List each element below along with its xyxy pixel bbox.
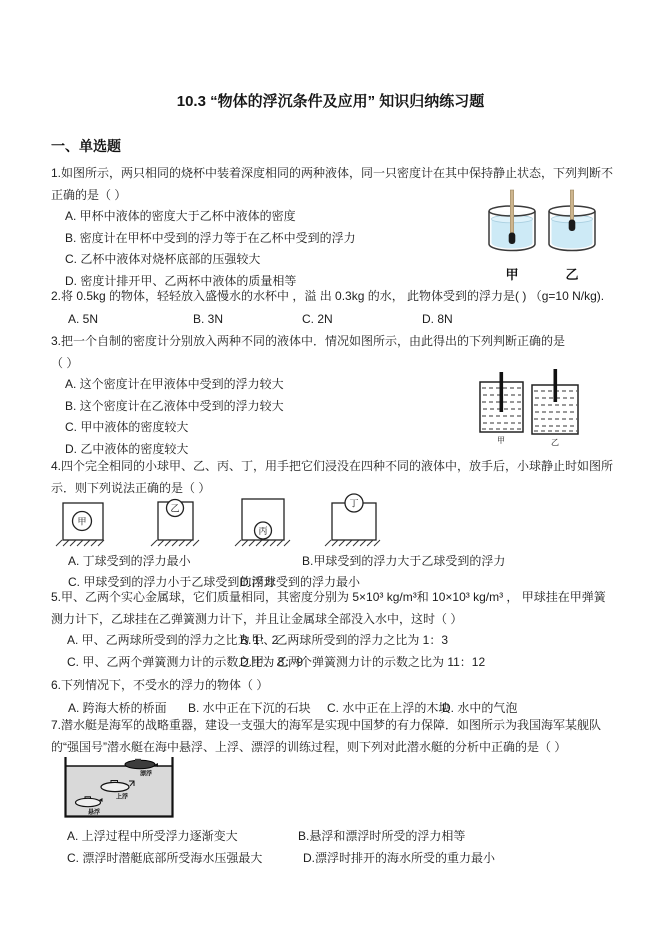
option-c: C. 水中正在上浮的木块 [327,701,451,715]
option-a: A. 跨海大桥的桥面 [68,701,167,715]
option-d: D.漂浮时排开的海水所受的重力最小 [303,851,496,865]
option-c: C. 甲中液体的密度较大 [65,420,189,435]
option-a: A. 5N [68,312,99,326]
q7-figure-submarine-training [62,756,182,820]
question-2 [51,286,617,308]
state-label-floating: 漂浮 [139,771,153,778]
container-right-label: 乙 [551,438,559,447]
question-4-options-row-1 [51,550,617,572]
option-c: C. 甲、乙两个弹簧测力计的示数之比为 8：9 [67,655,304,669]
option-b: B.悬浮和漂浮时所受的浮力相等 [298,829,466,843]
q3-figure-densitometer-in-liquids [478,367,608,452]
question-7-options-row-1 [51,825,617,847]
q4-figure-balls-in-liquids [55,492,435,552]
container-left-label: 甲 [497,436,505,445]
option-b: B. 3N [193,312,224,326]
option-d: D. 乙中液体的密度较大 [65,442,189,457]
beaker-right-label: 乙 [565,267,579,282]
option-a: A. 甲杯中液体的密度大于乙杯中液体的密度 [65,209,296,223]
option-a: A. 上浮过程中所受浮力逐渐变大 [67,829,238,843]
option-a: A. 丁球受到的浮力最小 [68,554,191,568]
option-a: A. 甲、乙两球所受到的浮力之比为 1：2 [67,633,279,647]
question-text: 7.潜水艇是海军的战略重器，建设一支强大的海军是实现中国梦的有力保障．如图所示为我国海军某舰队的“强国号”潜水艇在海中悬浮、上浮、漂浮的训练过程，则下列对此潜水艇的分析中正确的是（ ） [51,718,602,754]
densitometer-rod [554,369,558,402]
question-text: 1.如图所示，两只相同的烧杯中装着深度相同的两种液体，同一只密度计在其中保持静止状态，下列判断不正确的是（ ） [51,166,614,202]
question-5 [51,587,617,631]
state-label-hovering: 悬浮 [87,810,101,816]
hydrometer-icon [569,190,576,231]
ball-bing [255,522,272,539]
question-5-options-row-1 [51,629,617,651]
question-text: 5.甲、乙两个实心金属球，它们质量相同，其密度分别为 5×10³ kg/m³和 10×10³ kg/m³ ， 甲球挂在甲弹簧测力计下，乙球挂在乙弹簧测力计下，并且让金属球全部没入水中，这时（ ） [51,590,606,626]
page-title: 10.3 “物体的浮沉条件及应用” 知识归纳练习题 [176,93,485,110]
option-a: A. 这个密度计在甲液体中受到的浮力较大 [65,377,284,391]
option-c: C. 2N [302,312,333,326]
question-text: 2.将 0.5kg 的物体，轻轻放入盛慢水的水杯中 ，溢 出 0.3kg 的水， 此物体受到的浮力是( ) （g=10 N/kg). [51,289,605,303]
option-b: B.甲球受到的浮力大于乙球受到的浮力 [302,554,506,568]
ball-label: 甲 [77,516,87,527]
question-7-options-row-2 [51,847,617,869]
ground-hatching [56,540,380,546]
ball-ding [345,494,363,512]
beaker-left-label: 甲 [505,267,519,282]
option-d: D. 8N [422,312,453,326]
state-label-rising: 上浮 [115,794,129,801]
ball-label: 丁 [349,498,359,509]
ball-label: 乙 [170,503,180,514]
option-b: B. 密度计在甲杯中受到的浮力等于在乙杯中受到的浮力 [65,230,356,245]
question-6 [51,675,617,697]
option-b: B. 水中正在下沉的石块 [188,701,311,715]
section-heading: 一、单选题 [51,138,121,154]
option-d: D.丙球受到的浮力最小 [240,575,361,589]
option-c: C. 甲球受到的浮力小于乙球受到的浮力 [68,575,276,589]
beaker-right [549,190,595,282]
beaker-left [489,190,535,282]
container-right [532,369,578,447]
densitometer-rod [500,372,504,412]
question-text: 6.下列情况下，不受水的浮力的物体（ ） [51,678,269,692]
option-d: D.甲、乙两个弹簧测力计的示数之比为 11：12 [240,655,486,669]
option-b: B. 这个密度计在乙液体中受到的浮力较大 [65,398,284,413]
question-text: 3.把一个自制的密度计分别放入两种不同的液体中．情况如图所示，由此得出的下列判断正确的是 （ ） [51,334,566,370]
question-text: 4.四个完全相同的小球甲、乙、丙、丁，用手把它们浸没在四种不同的液体中，放手后，小球静止时如图所示．则下列说法正确的是（ ） [51,459,614,495]
question-5-options-row-2 [51,651,617,673]
question-2-options [51,308,617,330]
option-d: D. 水中的气泡 [442,701,518,715]
option-d: D. 密度计排开甲、乙两杯中液体的质量相等 [65,274,297,289]
option-c: C. 乙杯中液体对烧杯底部的压强较大 [65,252,261,267]
ball-label: 丙 [258,526,268,536]
option-b: B.甲、乙两球所受到的浮力之比为 1：3 [240,633,449,647]
ball-yi [167,500,184,517]
container-left [480,372,523,445]
option-c: C. 漂浮时潜艇底部所受海水压强最大 [67,851,263,865]
ball-jia [73,512,92,531]
q1-figure-hydrometers-in-beakers [483,189,601,285]
question-7 [51,715,617,759]
